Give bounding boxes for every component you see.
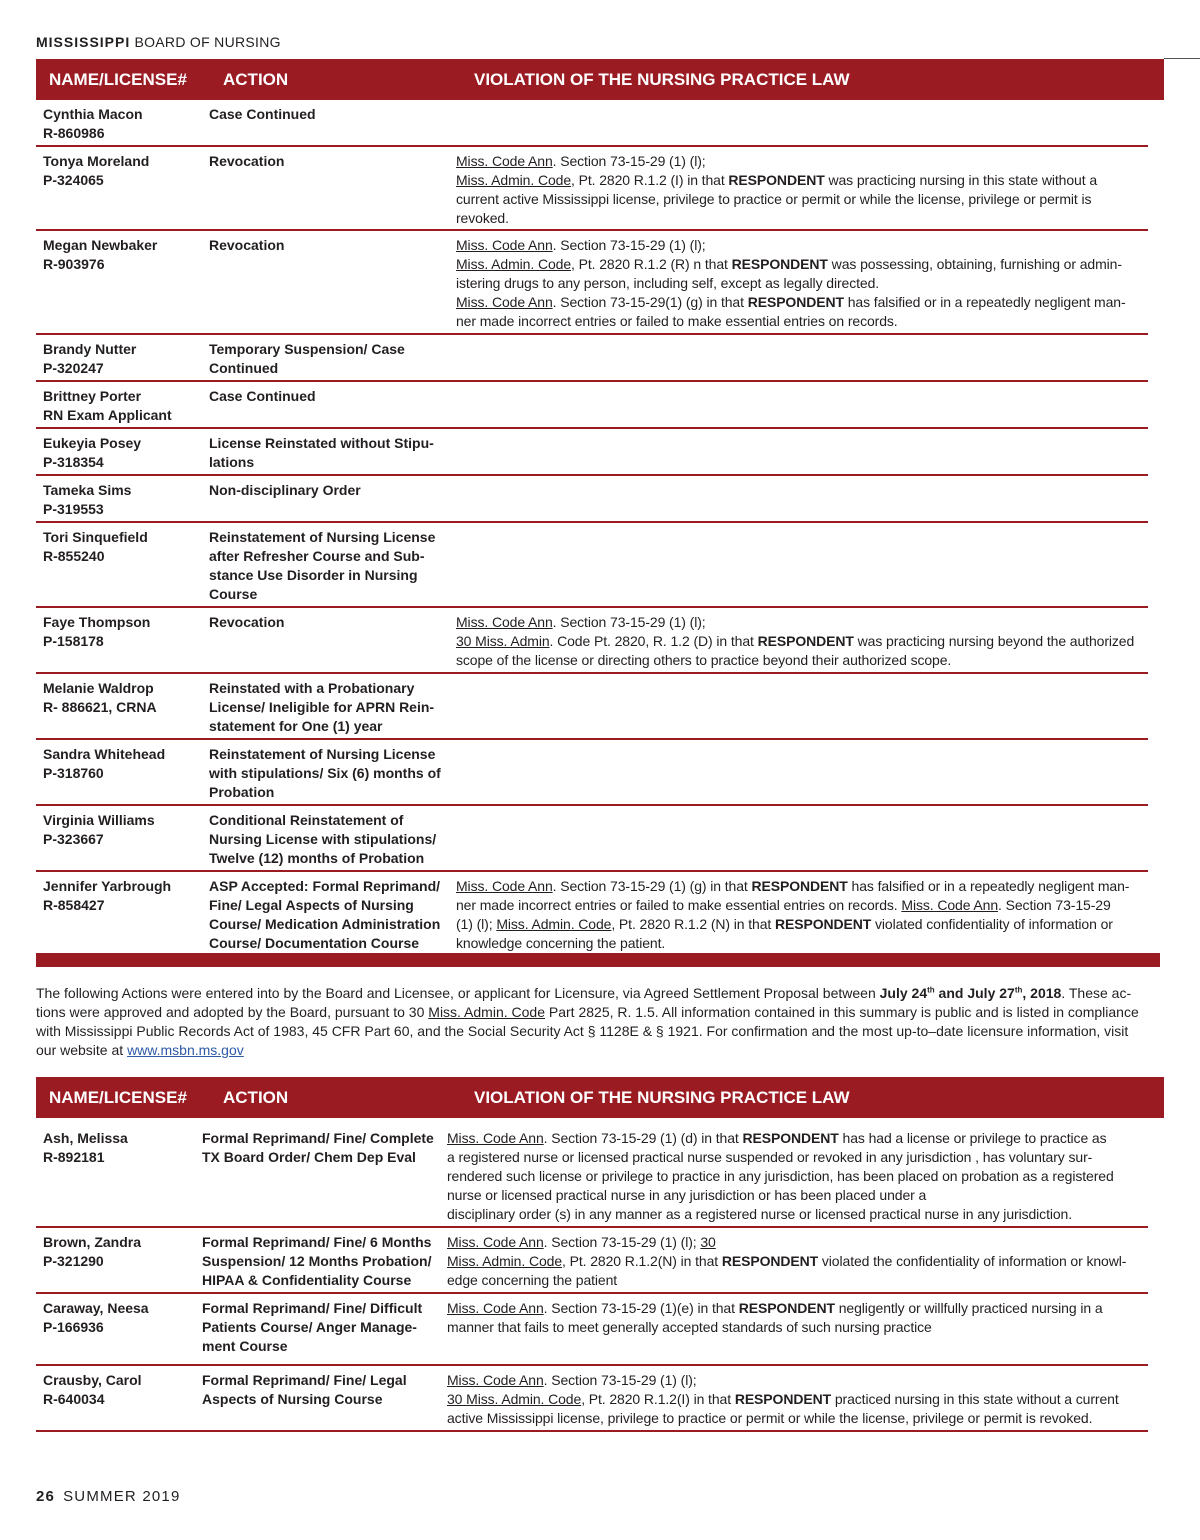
license-number: P-320247: [43, 360, 104, 376]
table-row: [36, 1294, 1148, 1366]
text-line: revoked.: [456, 210, 509, 226]
licensee-name-license: [43, 236, 203, 274]
licensee-name: Brittney Porter: [43, 388, 142, 404]
text-line: Miss. Code Ann. Section 73-15-29 (1) (l);: [456, 237, 706, 253]
text-line: Miss. Code Ann. Section 73-15-29 (1) (d) in that RESPONDENT has had a license or privilege to practice as: [447, 1130, 1107, 1146]
text-line: 30 Miss. Admin. Code Pt. 2820, R. 1.2 (D) in that RESPONDENT was practicing nursing beyond the authorized: [456, 633, 1135, 649]
license-number: P-323667: [43, 831, 104, 847]
violation-text: [447, 1299, 1147, 1337]
board-action: Conditional Reinstatement of Nursing License with stipulations/ Twelve (12) months of Probation: [209, 812, 437, 866]
licensee-name: Sandra Whitehead: [43, 746, 166, 762]
licensee-name-license: [43, 1371, 203, 1409]
text-line: Miss. Code Ann. Section 73-15-29 (1) (l);: [456, 614, 706, 630]
text-line: rendered such license or privilege to practice in any jurisdiction, has been placed on probation as a registered: [447, 1168, 1114, 1184]
table-row: [36, 674, 1148, 740]
licensee-name: Brown, Zandra: [43, 1234, 142, 1250]
licensee-name: Tameka Sims: [43, 482, 132, 498]
licensee-name-license: [43, 1233, 203, 1271]
licensee-name-license: [43, 152, 203, 190]
text-line: tions were approved and adopted by the Board, pursuant to 30 Miss. Admin. Code Part 2825, R. 1.5. All information contained in this summary is public and is listed in compliance: [36, 1004, 1139, 1020]
page-number: 26: [36, 1488, 56, 1505]
licensee-name-license: [43, 528, 203, 566]
licensee-name: Megan Newbaker: [43, 237, 158, 253]
intro-paragraph: [36, 984, 1166, 1060]
violation-text: [456, 236, 1144, 331]
col-name-license: NAME/LICENSE#: [49, 70, 187, 89]
board-action: Formal Reprimand/ Fine/ 6 Months Suspension/ 12 Months Probation/ HIPAA & Confidentiality Course: [202, 1234, 432, 1288]
license-number: R- 886621, CRNA: [43, 699, 157, 715]
table-row: [36, 1366, 1148, 1432]
text-line: 30 Miss. Admin. Code, Pt. 2820 R.1.2(I) in that RESPONDENT practiced nursing in this state without a current: [447, 1391, 1119, 1407]
licensee-name: Brandy Nutter: [43, 341, 137, 357]
table-row: [36, 806, 1148, 872]
text-line: Miss. Admin. Code, Pt. 2820 R.1.2 (R) n that RESPONDENT was possessing, obtaining, furnishing or admin-: [456, 256, 1122, 272]
publication-header: MISSISSIPPI BOARD OF NURSING: [36, 34, 281, 50]
text-line: manner that fails to meet generally accepted standards of such nursing practice: [447, 1319, 932, 1335]
license-number: R-860986: [43, 125, 105, 141]
licensee-name-license: [43, 679, 203, 717]
text-line: Miss. Code Ann. Section 73-15-29(1) (g) in that RESPONDENT has falsified or in a repeatedly negligent man-: [456, 294, 1126, 310]
licensee-name-license: [43, 811, 203, 849]
table-row: [36, 147, 1148, 231]
col-violation: VIOLATION OF THE NURSING PRACTICE LAW: [474, 1088, 850, 1107]
licensee-name-license: [43, 877, 203, 915]
licensee-name-license: [43, 340, 203, 378]
table2-header: [36, 1077, 1164, 1118]
col-violation: VIOLATION OF THE NURSING PRACTICE LAW: [474, 70, 850, 89]
table-row: [36, 608, 1148, 674]
licensee-name: Cynthia Macon: [43, 106, 143, 122]
table1-header: [36, 59, 1164, 100]
license-number: P-166936: [43, 1319, 104, 1335]
disciplinary-table-2: [36, 1124, 1148, 1432]
licensee-name: Melanie Waldrop: [43, 680, 154, 696]
board-action: Case Continued: [209, 388, 316, 404]
text-line: with Mississippi Public Records Act of 1983, 45 CFR Part 60, and the Social Security Act § 1128E & § 1921. For confirmation and the most up-to–date licensure information, visit: [36, 1023, 1129, 1039]
table-row: [36, 382, 1148, 429]
licensee-name-license: [43, 1129, 203, 1167]
col-name-license: NAME/LICENSE#: [49, 1088, 187, 1107]
licensee-name-license: [43, 387, 203, 425]
violation-text: [447, 1371, 1147, 1428]
board-action: Case Continued: [209, 106, 316, 122]
licensee-name: Tori Sinquefield: [43, 529, 148, 545]
header-rule: [1164, 58, 1200, 59]
licensee-name-license: [43, 745, 203, 783]
license-number: P-318760: [43, 765, 104, 781]
table-row: [36, 429, 1148, 476]
license-number: P-319553: [43, 501, 104, 517]
board-action: Reinstated with a Probationary License/ Ineligible for APRN Rein- statement for One (1) year: [209, 680, 435, 734]
licensee-name: Tonya Moreland: [43, 153, 150, 169]
page-footer: [36, 1488, 181, 1505]
license-number: R-640034: [43, 1391, 105, 1407]
board-action: Revocation: [209, 153, 285, 169]
table-row: [36, 476, 1148, 523]
board-action: Temporary Suspension/ Case Continued: [209, 341, 405, 376]
license-number: P-321290: [43, 1253, 104, 1269]
board-action: Reinstatement of Nursing License after Refresher Course and Sub- stance Use Disorder in Nursing Course: [209, 529, 436, 602]
license-number: RN Exam Applicant: [43, 407, 172, 423]
text-line: Miss. Code Ann. Section 73-15-29 (1) (l); 30: [447, 1234, 716, 1250]
table-row: [36, 872, 1148, 956]
text-line: Miss. Code Ann. Section 73-15-29 (1) (l);: [447, 1372, 697, 1388]
text-line: current active Mississippi license, privilege to practice or permit or while the license, privilege or permit is: [456, 191, 1092, 207]
disciplinary-table-1: [36, 100, 1148, 956]
issue-label: SUMMER 2019: [63, 1488, 181, 1505]
text-line: Miss. Admin. Code, Pt. 2820 R.1.2 (I) in that RESPONDENT was practicing nursing in this state without a: [456, 172, 1097, 188]
licensee-name: Caraway, Neesa: [43, 1300, 149, 1316]
text-line: Miss. Admin. Code, Pt. 2820 R.1.2(N) in that RESPONDENT violated the confidentiality of information or knowl-: [447, 1253, 1127, 1269]
text-line: Miss. Code Ann. Section 73-15-29 (1)(e) in that RESPONDENT negligently or willfully practiced nursing in a: [447, 1300, 1103, 1316]
col-action: ACTION: [223, 70, 289, 89]
license-number: P-318354: [43, 454, 104, 470]
licensee-name: Jennifer Yarbrough: [43, 878, 172, 894]
licensee-name: Eukeyia Posey: [43, 435, 142, 451]
text-line: a registered nurse or licensed practical nurse suspended or revoked in any jurisdiction , has voluntary sur-: [447, 1149, 1093, 1165]
violation-text: [456, 613, 1144, 670]
licensee-name-license: [43, 1299, 203, 1337]
text-line: ner made incorrect entries or failed to make essential entries on records.: [456, 313, 898, 329]
license-number: R-892181: [43, 1149, 105, 1165]
license-number: R-855240: [43, 548, 105, 564]
licensee-name-license: [43, 481, 203, 519]
violation-text: [456, 152, 1144, 228]
licensee-name: Crausby, Carol: [43, 1372, 142, 1388]
licensee-name-license: [43, 434, 203, 472]
table-row: [36, 335, 1148, 382]
text-line: ner made incorrect entries or failed to make essential entries on records. Miss. Code Ann. Section 73-15-29: [456, 897, 1111, 913]
text-line: scope of the license or directing others to practice beyond their authorized scope.: [456, 652, 952, 668]
text-line: knowledge concerning the patient.: [456, 935, 666, 951]
board-action: Reinstatement of Nursing License with stipulations/ Six (6) months of Probation: [209, 746, 441, 800]
text-line: active Mississippi license, privilege to practice or permit or while the license, privilege or permit is revoked.: [447, 1410, 1093, 1426]
violation-text: [447, 1129, 1147, 1224]
board-action: Non-disciplinary Order: [209, 482, 361, 498]
licensee-name: Virginia Williams: [43, 812, 155, 828]
col-action: ACTION: [223, 1088, 289, 1107]
board-action: License Reinstated without Stipu- lations: [209, 435, 434, 470]
table1-end-bar: [36, 953, 1160, 967]
licensee-name-license: [43, 613, 203, 651]
text-line: our website at www.msbn.ms.gov: [36, 1042, 244, 1058]
license-number: R-903976: [43, 256, 105, 272]
text-line: edge concerning the patient: [447, 1272, 618, 1288]
board-action: Revocation: [209, 237, 285, 253]
table-row: [36, 1228, 1148, 1294]
violation-text: [447, 1233, 1147, 1290]
text-line: The following Actions were entered into by the Board and Licensee, or applicant for Licensure, via Agreed Settlement Proposal between July 24th and July 27th, 2018. These ac-: [36, 985, 1132, 1001]
board-action: Formal Reprimand/ Fine/ Difficult Patients Course/ Anger Manage- ment Course: [202, 1300, 423, 1354]
text-line: (1) (l); Miss. Admin. Code, Pt. 2820 R.1.2 (N) in that RESPONDENT violated confidentiality of information or: [456, 916, 1113, 932]
board-action: ASP Accepted: Formal Reprimand/ Fine/ Legal Aspects of Nursing Course/ Medication Administration Course/ Documentation Course: [209, 878, 441, 951]
website-link[interactable]: www.msbn.ms.gov: [127, 1042, 244, 1058]
text-line: nurse or licensed practical nurse in any jurisdiction or has been placed under a: [447, 1187, 927, 1203]
table-row: [36, 231, 1148, 335]
violation-text: [456, 877, 1144, 953]
text-line: Miss. Code Ann. Section 73-15-29 (1) (g) in that RESPONDENT has falsified or in a repeatedly negligent man-: [456, 878, 1130, 894]
licensee-name: Ash, Melissa: [43, 1130, 128, 1146]
text-line: Miss. Code Ann. Section 73-15-29 (1) (l);: [456, 153, 706, 169]
text-line: disciplinary order (s) in any manner as a registered nurse or licensed practical nurse in any jurisdiction.: [447, 1206, 1073, 1222]
board-action: Formal Reprimand/ Fine/ Legal Aspects of Nursing Course: [202, 1372, 407, 1407]
table-row: [36, 523, 1148, 608]
table-row: [36, 1124, 1148, 1228]
license-number: P-324065: [43, 172, 104, 188]
board-action: Revocation: [209, 614, 285, 630]
license-number: P-158178: [43, 633, 104, 649]
board-action: Formal Reprimand/ Fine/ Complete TX Board Order/ Chem Dep Eval: [202, 1130, 434, 1165]
licensee-name: Faye Thompson: [43, 614, 151, 630]
table-row: [36, 100, 1148, 147]
license-number: R-858427: [43, 897, 105, 913]
text-line: istering drugs to any person, including self, except as legally directed.: [456, 275, 880, 291]
table-row: [36, 740, 1148, 806]
licensee-name-license: [43, 105, 203, 143]
